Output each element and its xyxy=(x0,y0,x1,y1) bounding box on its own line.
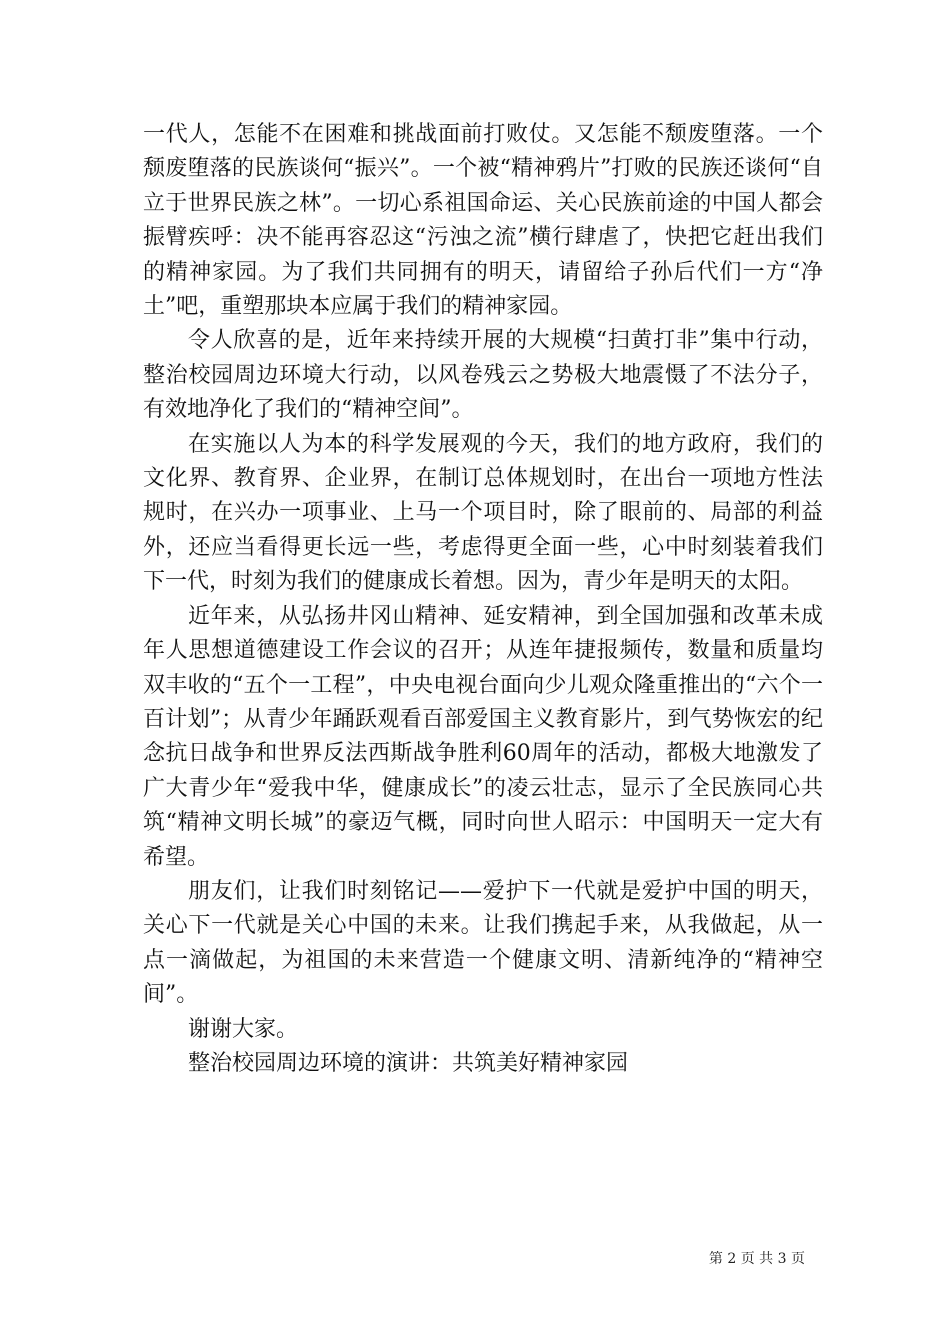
paragraph-1: 一代人，怎能不在困难和挑战面前打败仗。又怎能不颓废堕落。一个颓废堕落的民族谈何“振兴”。一个被“精神鸦片”打败的民族还谈何“自立于世界民族之林”。一切心系祖国命运、关心民族前途的中国人都会振臂疾呼：决不能再容忍这“污浊之流”横行肆虐了，快把它赶出我们的精神家园。为了我们共同拥有的明天，请留给子孙后代们一方“净土”吧，重塑那块本应属于我们的精神家园。 xyxy=(143,122,823,320)
paragraph-5: 朋友们，让我们时刻铭记——爱护下一代就是爱护中国的明天，关心下一代就是关心中国的未来。让我们携起手来，从我做起，从一点一滴做起，为祖国的未来营造一个健康文明、清新纯净的“精神空间”。 xyxy=(143,878,823,1008)
document-body xyxy=(143,118,823,1081)
paragraph-3: 在实施以人为本的科学发展观的今天，我们的地方政府，我们的文化界、教育界、企业界，在制订总体规划时，在出台一项地方性法规时，在兴办一项事业、上马一个项目时，除了眼前的、局部的利益外，还应当看得更长远一些，考虑得更全面一些，心中时刻装着我们下一代，时刻为我们的健康成长着想。因为，青少年是明天的太阳。 xyxy=(143,431,823,595)
paragraph-6: 谢谢大家。 xyxy=(188,1016,299,1042)
paragraph-7: 整治校园周边环境的演讲：共筑美好精神家园 xyxy=(188,1050,629,1076)
page-number-footer: 第 2 页 共 3 页 xyxy=(708,1251,805,1267)
paragraph-2: 令人欣喜的是，近年来持续开展的大规模“扫黄打非”集中行动，整治校园周边环境大行动，以风卷残云之势极大地震慑了不法分子，有效地净化了我们的“精神空间”。 xyxy=(143,328,823,423)
paragraph-4: 近年来，从弘扬井冈山精神、延安精神，到全国加强和改革未成年人思想道德建设工作会议的召开；从连年捷报频传，数量和质量均双丰收的“五个一工程”，中央电视台面向少儿观众隆重推出的“六个一百计划”；从青少年踊跃观看百部爱国主义教育影片，到气势恢宏的纪念抗日战争和世界反法西斯战争胜利60周年的活动，都极大地激发了广大青少年“爱我中华，健康成长”的凌云壮志，显示了全民族同心共筑“精神文明长城”的豪迈气概，同时向世人昭示：中国明天一定大有希望。 xyxy=(143,603,823,870)
